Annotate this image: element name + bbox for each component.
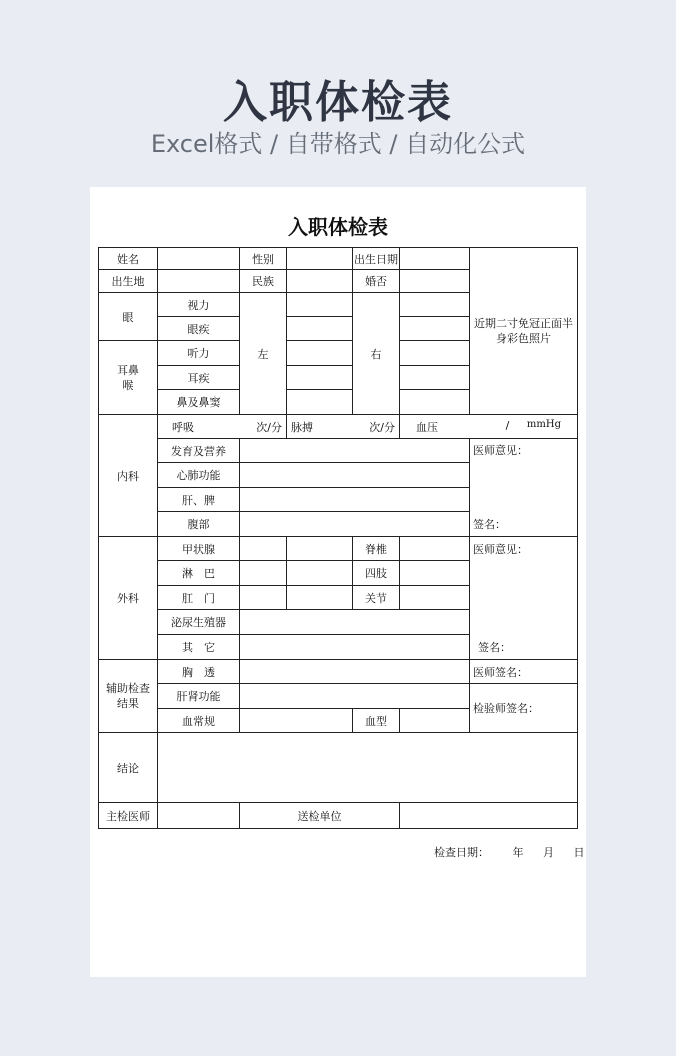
ethnicity-label: 民族 (240, 270, 287, 293)
vision-right-field[interactable] (400, 293, 470, 317)
urogenital-label: 泌尿生殖器 (158, 610, 240, 635)
name-label: 姓名 (99, 248, 158, 270)
aux-exam-label: 辅助检查结果 (99, 660, 158, 733)
gender-field[interactable] (287, 248, 353, 270)
exam-date-day: 日 (573, 846, 585, 859)
eye-disease-left-field[interactable] (287, 317, 353, 341)
marital-field[interactable] (400, 270, 470, 293)
photo-cell[interactable] (470, 248, 578, 415)
surgery-signature-label: 签名： (478, 641, 511, 654)
exam-date-label: 检查日期： (434, 846, 489, 859)
right-label: 右 (353, 293, 400, 415)
liver-kidney-label: 肝肾功能 (158, 684, 240, 709)
ear-disease-label: 耳疾 (158, 366, 240, 390)
surgery-opinion-label: 医师意见： (473, 543, 528, 556)
blood-type-field[interactable] (400, 709, 470, 733)
blood-routine-label: 血常规 (158, 709, 240, 733)
nose-sinus-right-field[interactable] (400, 390, 470, 415)
chest-label: 胸 透 (158, 660, 240, 684)
ear-disease-left-field[interactable] (287, 366, 353, 390)
breath-label: 呼吸 (172, 420, 194, 434)
blood-pressure-label: 血压 (416, 420, 438, 434)
limbs-label: 四肢 (353, 561, 400, 586)
anus-field-a[interactable] (240, 586, 287, 610)
nose-sinus-left-field[interactable] (287, 390, 353, 415)
internal-opinion-cell[interactable] (470, 439, 578, 537)
pulse-label: 脉搏 (291, 420, 313, 434)
development-field[interactable] (240, 439, 470, 463)
conclusion-field[interactable] (158, 733, 578, 803)
thyroid-label: 甲状腺 (158, 537, 240, 561)
exam-date-year: 年 (512, 846, 524, 859)
gender-label: 性别 (240, 248, 287, 270)
nose-sinus-label: 鼻及鼻窦 (158, 390, 240, 415)
spine-label: 脊椎 (353, 537, 400, 561)
surgery-opinion-cell[interactable] (470, 537, 578, 660)
vision-label: 视力 (158, 293, 240, 317)
liver-spleen-field[interactable] (240, 488, 470, 512)
anus-label: 肛 门 (158, 586, 240, 610)
chief-doctor-field[interactable] (158, 803, 240, 829)
breath-cell[interactable] (158, 415, 287, 439)
internal-signature-label: 签名： (473, 518, 506, 531)
thyroid-field-a[interactable] (240, 537, 287, 561)
birth-date-field[interactable] (400, 248, 470, 270)
development-label: 发育及营养 (158, 439, 240, 463)
heart-lung-label: 心肺功能 (158, 463, 240, 488)
urogenital-field[interactable] (240, 610, 470, 635)
hero-title: 入职体检表 (223, 77, 453, 128)
hearing-right-field[interactable] (400, 341, 470, 366)
internal-opinion-label: 医师意见： (473, 444, 528, 457)
ent-label: 耳鼻喉 (99, 341, 158, 415)
liver-spleen-label: 肝、脾 (158, 488, 240, 512)
chest-field[interactable] (240, 660, 470, 684)
joints-field[interactable] (400, 586, 470, 610)
other-field[interactable] (240, 635, 470, 660)
exam-form-table (98, 247, 578, 829)
thyroid-field-b[interactable] (287, 537, 353, 561)
internal-label: 内科 (99, 415, 158, 537)
hearing-left-field[interactable] (287, 341, 353, 366)
conclusion-label: 结论 (99, 733, 158, 803)
birth-date-label: 出生日期 (353, 248, 400, 270)
doctor-sign-label: 医师签名： (473, 665, 528, 679)
lymph-label: 淋 巴 (158, 561, 240, 586)
lab-sign-cell[interactable] (470, 684, 578, 733)
sending-unit-label: 送检单位 (240, 803, 400, 829)
limbs-field[interactable] (400, 561, 470, 586)
surgery-label: 外科 (99, 537, 158, 660)
marital-label: 婚否 (353, 270, 400, 293)
breath-unit: 次/分 (256, 420, 282, 434)
abdomen-field[interactable] (240, 512, 470, 537)
birthplace-field[interactable] (158, 270, 240, 293)
other-label: 其 它 (158, 635, 240, 660)
exam-date-line (434, 844, 585, 860)
anus-field-b[interactable] (287, 586, 353, 610)
liver-kidney-field[interactable] (240, 684, 470, 709)
sending-unit-field[interactable] (400, 803, 578, 829)
exam-date-month: 月 (543, 846, 554, 859)
lymph-field-a[interactable] (240, 561, 287, 586)
spine-field[interactable] (400, 537, 470, 561)
lymph-field-b[interactable] (287, 561, 353, 586)
heart-lung-field[interactable] (240, 463, 470, 488)
chief-doctor-label: 主检医师 (99, 803, 158, 829)
blood-type-label: 血型 (353, 709, 400, 733)
bp-slash: / (505, 418, 510, 432)
eye-disease-label: 眼疾 (158, 317, 240, 341)
pulse-cell[interactable] (287, 415, 400, 439)
hero-subtitle: Excel格式 / 自带格式 / 自动化公式 (150, 130, 526, 158)
blood-routine-field[interactable] (240, 709, 353, 733)
doctor-sign-cell[interactable] (470, 660, 578, 684)
name-field[interactable] (158, 248, 240, 270)
lab-sign-label: 检验师签名： (473, 702, 539, 715)
vision-left-field[interactable] (287, 293, 353, 317)
eye-disease-right-field[interactable] (400, 317, 470, 341)
ear-disease-right-field[interactable] (400, 366, 470, 390)
photo-label: 近期二寸免冠正面半身彩色照片 (474, 317, 573, 345)
document-title: 入职体检表 (288, 215, 388, 239)
birthplace-label: 出生地 (99, 270, 158, 293)
abdomen-label: 腹部 (158, 512, 240, 537)
bp-unit: mmHg (526, 418, 561, 430)
blood-pressure-cell[interactable] (400, 415, 578, 439)
joints-label: 关节 (353, 586, 400, 610)
left-label: 左 (240, 293, 287, 415)
eye-label: 眼 (99, 293, 158, 341)
pulse-unit: 次/分 (369, 420, 395, 434)
hearing-label: 听力 (158, 341, 240, 366)
ethnicity-field[interactable] (287, 270, 353, 293)
